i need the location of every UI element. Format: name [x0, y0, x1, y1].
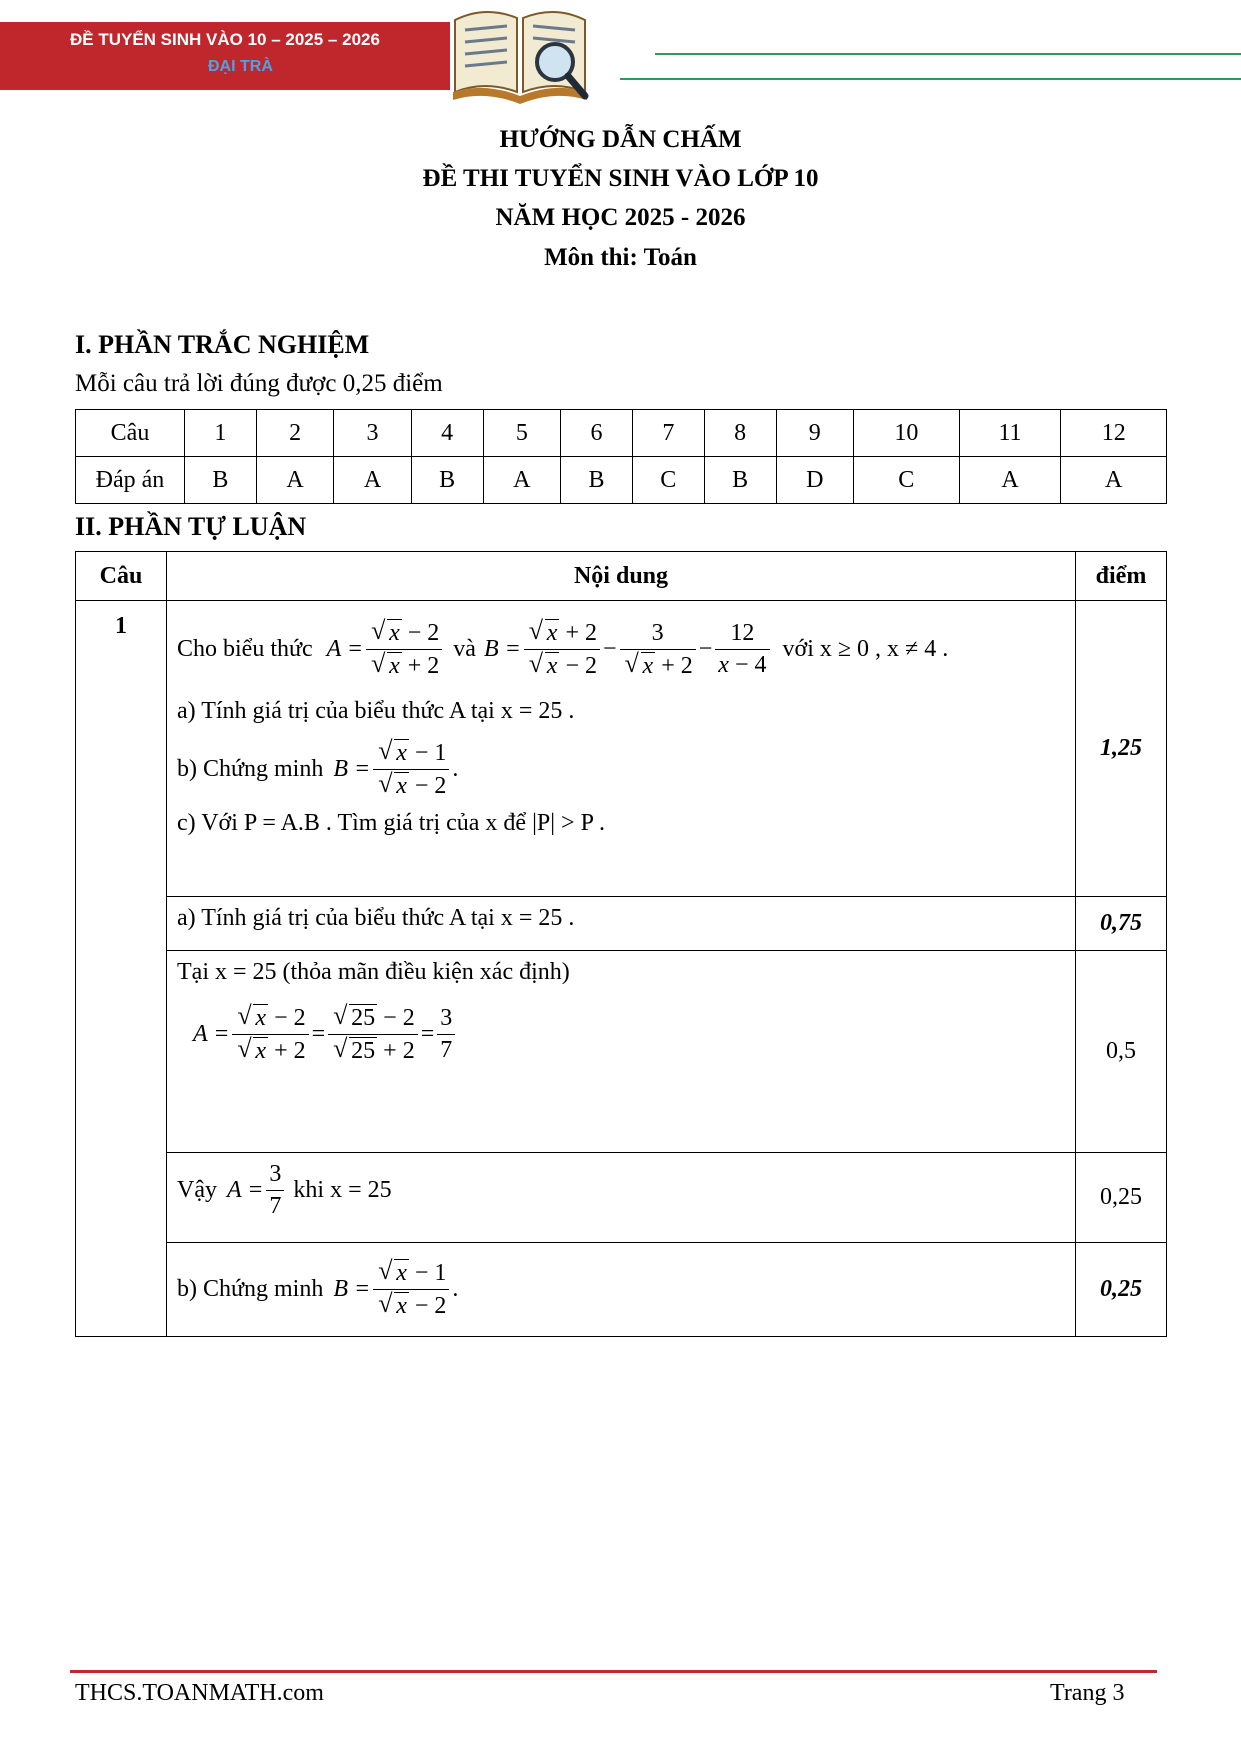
header-rule-bottom	[620, 78, 1241, 80]
essay-header-row	[76, 552, 1167, 601]
part1-heading: I. PHẦN TRẮC NGHIỆM	[75, 330, 370, 359]
answer-row	[76, 457, 1167, 504]
question-cell: 10	[854, 410, 960, 457]
question-cell: 7	[632, 410, 704, 457]
answer-cell: A	[483, 457, 560, 504]
header-banner	[0, 22, 450, 90]
answer-cell: B	[185, 457, 257, 504]
title-line-3: NĂM HỌC 2025 - 2026	[495, 204, 746, 231]
col-noidung: Nội dung	[167, 552, 1076, 601]
points-a1: 0,5	[1076, 951, 1167, 1153]
and-text: và	[453, 636, 476, 662]
vay-text: Vậy	[177, 1177, 217, 1203]
title-line-1: HƯỚNG DẪN CHẤM	[499, 126, 742, 153]
question-number: 1	[76, 601, 167, 1337]
answer-cell: B	[704, 457, 776, 504]
header-rule-top	[655, 53, 1241, 55]
answer-cell: C	[632, 457, 704, 504]
col-cau: Câu	[76, 552, 167, 601]
essay-row-a-heading	[76, 897, 1167, 951]
question-cell: 1	[185, 410, 257, 457]
question-cell: 2	[256, 410, 333, 457]
row-b-text: b) Chứng minh	[177, 1276, 324, 1302]
row-a-heading: a) Tính giá trị của biểu thức A tại x = 25 .	[167, 897, 1076, 951]
part-c-text: c) Với P = A.B . Tìm giá trị của x để |P| > P .	[177, 810, 606, 836]
footer-site: THCS.TOANMATH.com	[75, 1680, 324, 1706]
question-cell: 8	[704, 410, 776, 457]
question-label: Câu	[76, 410, 185, 457]
answer-cell: B	[411, 457, 483, 504]
part2-heading: II. PHẦN TỰ LUẬN	[75, 512, 307, 541]
points-total: 1,25	[1076, 601, 1167, 897]
question-statement: Cho biểu thức A = √ x − 2 √ x + 2 và B = √ x + 2 √ x − 2 − 3 √ x + 2 − $\frac{12}{x - 4}$ với x ≥ 0 , x ≠ 4 . a) Tính giá trị của biểu thức A tại x = 25 . b) Chứng minh B = √ x − 1 √ x − 2 . c) Với P = A.B . Tìm giá trị của x để |P| > P .	[167, 601, 1076, 897]
points-a: 0,75	[1076, 897, 1167, 951]
part1-note: Mỗi câu trả lời đúng được 0,25 điểm	[75, 370, 443, 397]
answer-cell: C	[854, 457, 960, 504]
question-cell: 12	[1061, 410, 1167, 457]
at-text: Tại x = 25 (thỏa mãn điều kiện xác định)	[177, 959, 570, 985]
question-row	[76, 410, 1167, 457]
answer-label: Đáp án	[76, 457, 185, 504]
answer-table	[75, 409, 1167, 504]
footer-rule	[70, 1670, 1157, 1673]
points-b: 0,25	[1076, 1243, 1167, 1337]
question-cell: 9	[776, 410, 853, 457]
essay-row-b-heading	[76, 1243, 1167, 1337]
part-a-text: a) Tính giá trị của biểu thức A tại x = 25 .	[177, 698, 575, 724]
answer-cell: A	[334, 457, 411, 504]
answer-cell: B	[561, 457, 633, 504]
essay-row-question	[76, 601, 1167, 897]
essay-row-a-conclusion	[76, 1153, 1167, 1243]
row-a-conclusion: Vậy A = $\frac{3}{7}$ khi x = 25	[167, 1153, 1076, 1243]
answer-cell: A	[1061, 457, 1167, 504]
intro-text: Cho biểu thức	[177, 636, 313, 662]
title-line-4: Môn thi: Toán	[544, 244, 697, 271]
title-line-2: ĐỀ THI TUYỂN SINH VÀO LỚP 10	[422, 165, 819, 192]
answer-cell: A	[959, 457, 1061, 504]
condition-text: với x ≥ 0 , x ≠ 4 .	[782, 636, 949, 662]
row-a-calc: Tại x = 25 (thỏa mãn điều kiện xác định) A = √ x − 2 √ x + 2 = √ 25 − 2 √ 25 + 2 = $\frac{3}{7}$	[167, 951, 1076, 1153]
banner-title: ĐỀ TUYỂN SINH VÀO 10 – 2025 – 2026	[70, 30, 380, 49]
answer-cell: A	[256, 457, 333, 504]
question-cell: 4	[411, 410, 483, 457]
col-diem: điểm	[1076, 552, 1167, 601]
question-cell: 5	[483, 410, 560, 457]
book-magnifier-icon	[445, 0, 595, 105]
page-number: Trang 3	[1050, 1680, 1125, 1706]
essay-table	[75, 551, 1167, 1337]
question-cell: 11	[959, 410, 1061, 457]
answer-cell: D	[776, 457, 853, 504]
question-cell: 3	[334, 410, 411, 457]
banner-subtitle: ĐẠI TRÀ	[208, 58, 273, 75]
row-b-heading: b) Chứng minh B = √ x − 1 √ x − 2 .	[167, 1243, 1076, 1337]
question-cell: 6	[561, 410, 633, 457]
khi-text: khi x = 25	[293, 1177, 392, 1203]
part-b-text: b) Chứng minh	[177, 756, 324, 782]
essay-row-a-calc	[76, 951, 1167, 1153]
points-a2: 0,25	[1076, 1153, 1167, 1243]
